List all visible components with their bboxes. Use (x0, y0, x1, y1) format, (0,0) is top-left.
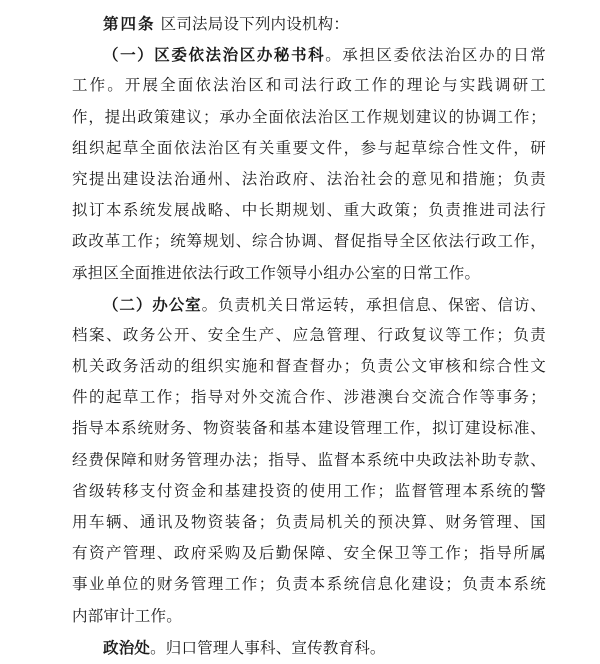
section2-line-5: 指导本系统财务、物资装备和基本建设管理工作，拟订建设标准、 (72, 419, 546, 438)
section1-line-1 (72, 39, 546, 70)
section2-line-2: 档案、政务公开、安全生产、应急管理、行政复议等工作；负责 (72, 325, 546, 344)
section1-line-6: 拟订本系统发展战略、中长期规划、重大政策；负责推进司法行 (72, 201, 546, 220)
section3-text: 。归口管理人事科、宣传教育科。 (150, 638, 386, 657)
article-intro: 区司法局设下列内设机构： (160, 15, 350, 33)
section2-text: 。负责机关日常运转，承担信息、保密、信访、 (201, 295, 546, 314)
section1-title: （一）区委依法治区办秘书科 (103, 45, 326, 65)
section1-line-3: 作，提出政策建议；承办全面依法治区工作规划建议的协调工作； (72, 107, 546, 126)
section2-line-4: 件的起草工作；指导对外交流合作、涉港澳台交流合作等事务； (72, 388, 546, 407)
section1-line-2: 工作。开展全面依法治区和司法行政工作的理论与实践调研工 (72, 76, 546, 95)
section1-text: 。承担区委依法治区办的日常 (325, 46, 546, 65)
section2-line-11: 内部审计工作。 (72, 606, 182, 625)
section3-line-1 (72, 632, 546, 663)
article-heading: 第四条 (103, 14, 156, 33)
section1-line-5: 究提出建设法治通州、法治政府、法治社会的意见和措施；负责 (72, 169, 546, 188)
section2-line-9: 有资产管理、政府采购及后勤保障、安全保卫等工作；指导所属 (72, 544, 546, 563)
section1-line-7: 政改革工作；统筹规划、综合协调、督促指导全区依法行政工作， (72, 232, 546, 251)
section1-line-8: 承担区全面推进依法行政工作领导小组办公室的日常工作。 (72, 263, 481, 282)
section2-line-8: 用车辆、通讯及物资装备；负责局机关的预决算、财务管理、国 (72, 513, 546, 531)
section2-line-7: 省级转移支付资金和基建投资的使用工作；监督管理本系统的警 (72, 481, 546, 500)
section2-title: （二）办公室 (103, 294, 202, 314)
section2-line-10: 事业单位的财务管理工作；负责本系统信息化建设；负责本系统 (72, 575, 546, 594)
section2-line-1 (72, 289, 546, 320)
section2-line-6: 经费保障和财务管理办法；指导、监督本系统中央政法补助专款、 (72, 450, 546, 469)
section1-line-4: 组织起草全面依法治区有关重要文件，参与起草综合性文件，研 (72, 138, 546, 157)
article-line (72, 8, 546, 39)
section2-line-3: 机关政务活动的组织实施和督查督办；负责公文审核和综合性文 (72, 357, 546, 376)
section3-title: 政治处 (103, 637, 151, 657)
